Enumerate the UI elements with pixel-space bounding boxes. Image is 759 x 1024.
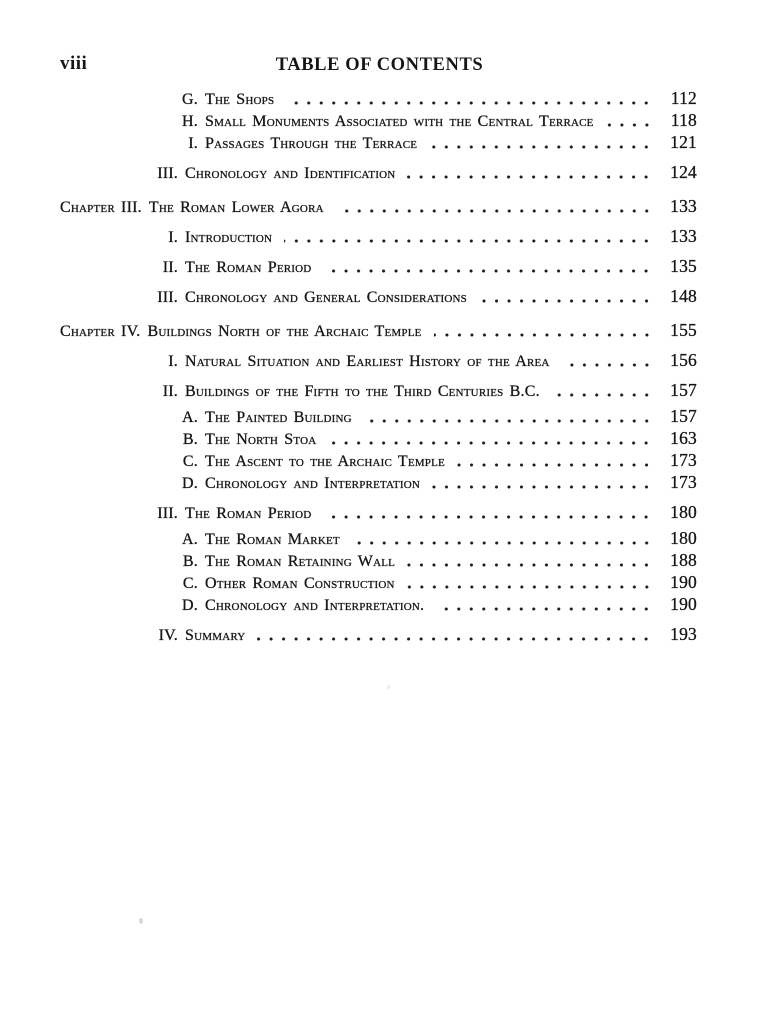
dot-leader <box>323 515 657 519</box>
dot-leader <box>286 101 657 105</box>
dot-leader <box>436 607 657 611</box>
toc-list <box>60 89 697 645</box>
dot-leader <box>257 637 657 641</box>
toc-entry-number: IV. <box>158 627 178 644</box>
toc-entry-label: Chronology and Identification <box>185 165 396 182</box>
toc-entry-page: 157 <box>670 380 697 400</box>
toc-entry <box>60 257 697 277</box>
dot-leader <box>432 485 657 489</box>
toc-entry-number: II. <box>162 383 178 400</box>
toc-entry-number: A. <box>182 531 198 548</box>
toc-entry-page: 180 <box>670 502 697 522</box>
toc-entry-page: 193 <box>670 624 697 644</box>
toc-entry-page: 124 <box>670 162 697 182</box>
dot-leader <box>429 145 657 149</box>
dot-leader <box>457 463 657 467</box>
dot-leader <box>336 209 657 213</box>
dot-leader <box>552 393 657 397</box>
toc-entry <box>60 227 697 247</box>
dot-leader <box>352 541 657 545</box>
dot-leader <box>606 123 657 127</box>
toc-entry-number: H. <box>182 113 198 130</box>
dot-leader <box>323 269 657 273</box>
toc-entry-label: The Roman Market <box>205 531 340 548</box>
toc-entry-page: 163 <box>670 428 697 448</box>
page-number-label: viii <box>60 53 88 74</box>
dot-leader <box>479 299 657 303</box>
toc-entry-label: Other Roman Construction <box>205 575 395 592</box>
toc-entry-page: 133 <box>670 196 697 216</box>
toc-entry <box>60 163 697 183</box>
toc-entry-label: The North Stoa <box>205 431 317 448</box>
toc-entry-number: C. <box>182 453 198 470</box>
toc-entry-label: Buildings North of the Archaic Temple <box>147 323 422 340</box>
toc-entry <box>60 351 697 371</box>
toc-entry <box>60 595 697 615</box>
toc-entry-label: Chronology and Interpretation <box>205 475 421 492</box>
toc-entry-page: 173 <box>670 472 697 492</box>
toc-entry <box>60 429 697 449</box>
toc-entry-number: III. <box>157 165 178 182</box>
toc-entry-page: 118 <box>670 110 697 130</box>
toc-entry-page: 155 <box>670 320 697 340</box>
toc-entry <box>60 451 697 471</box>
toc-entry-label: The Shops <box>205 91 275 108</box>
toc-entry-page: 156 <box>670 350 697 370</box>
toc-entry-label: Chronology and General Considerations <box>185 289 467 306</box>
toc-entry-number: B. <box>182 553 198 570</box>
toc-entry-label: Small Monuments Associated with the Central Terrace <box>205 113 594 130</box>
toc-entry-label: The Ascent to the Archaic Temple <box>205 453 445 470</box>
toc-entry-page: 133 <box>670 226 697 246</box>
dot-leader <box>328 441 657 445</box>
toc-entry-page: 190 <box>670 594 697 614</box>
toc-entry-page: 121 <box>670 132 697 152</box>
toc-entry-label: The Roman Lower Agora <box>148 199 324 216</box>
toc-entry-label: Introduction <box>185 229 273 246</box>
toc-entry <box>60 197 697 217</box>
toc-entry <box>60 321 697 341</box>
toc-entry <box>60 529 697 549</box>
toc-entry-label: The Roman Period <box>185 505 312 522</box>
toc-entry-label: Passages Through the Terrace <box>205 135 418 152</box>
toc-entry-page: 173 <box>670 450 697 470</box>
toc-entry-number: D. <box>182 475 198 492</box>
dot-leader <box>407 563 657 567</box>
page-title: TABLE OF CONTENTS <box>275 55 484 75</box>
dot-leader <box>562 363 657 367</box>
toc-entry-number: C. <box>182 575 198 592</box>
toc-entry-page: 157 <box>670 406 697 426</box>
toc-entry-number: D. <box>182 597 198 614</box>
scan-speck <box>139 918 143 924</box>
toc-entry-page: 180 <box>670 528 697 548</box>
toc-entry <box>60 503 697 523</box>
toc-entry <box>60 551 697 571</box>
toc-entry-label: The Roman Retaining Wall <box>205 553 396 570</box>
toc-entry-page: 190 <box>670 572 697 592</box>
toc-entry-number: G. <box>182 91 198 108</box>
toc-entry <box>60 625 697 645</box>
scan-speck <box>387 685 390 689</box>
dot-leader <box>284 239 657 243</box>
dot-leader <box>364 419 657 423</box>
toc-entry <box>60 407 697 427</box>
toc-entry-number: A. <box>182 409 198 426</box>
toc-entry-label: The Roman Period <box>185 259 312 276</box>
toc-entry-label: Natural Situation and Earliest History of the Area <box>185 353 550 370</box>
toc-entry <box>60 381 697 401</box>
toc-entry-label: The Painted Building <box>205 409 352 426</box>
toc-entry-number: I. <box>188 135 198 152</box>
toc-entry-number: I. <box>168 353 178 370</box>
toc-entry-number: Chapter IV. <box>60 323 141 340</box>
toc-entry <box>60 89 697 109</box>
toc-entry-label: Buildings of the Fifth to the Third Centuries B.C. <box>185 383 540 400</box>
toc-entry-number: III. <box>157 289 178 306</box>
toc-entry-page: 135 <box>670 256 697 276</box>
toc-entry-number: B. <box>182 431 198 448</box>
toc-entry <box>60 133 697 153</box>
toc-entry-page: 188 <box>670 550 697 570</box>
toc-entry <box>60 473 697 493</box>
toc-entry-label: Summary <box>185 627 246 644</box>
toc-entry-number: I. <box>168 229 178 246</box>
toc-entry-page: 112 <box>670 88 697 108</box>
dot-leader <box>434 333 657 337</box>
toc-entry-label: Chronology and Interpretation. <box>205 597 425 614</box>
toc-entry <box>60 111 697 131</box>
dot-leader <box>407 585 657 589</box>
dot-leader <box>407 175 657 179</box>
toc-entry <box>60 573 697 593</box>
toc-entry-number: III. <box>157 505 178 522</box>
toc-entry-number: II. <box>162 259 178 276</box>
toc-entry-page: 148 <box>670 286 697 306</box>
toc-entry <box>60 287 697 307</box>
toc-entry-number: Chapter III. <box>60 199 142 216</box>
